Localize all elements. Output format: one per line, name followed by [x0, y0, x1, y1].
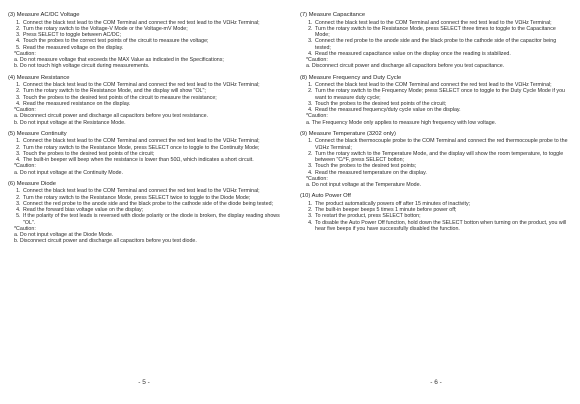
step-item: 2. Turn the rotary switch to the Frequency Mode; press SELECT once to toggle to the Duty Cycle Mode if you want to measure duty cycle; [314, 88, 572, 101]
section-title: (8) Measure Frequency and Duty Cycle [300, 74, 402, 81]
step-item: 3. Touch the probes to the desired test points of the circuit; [314, 101, 572, 107]
section-title: (3) Measure AC/DC Voltage [8, 12, 80, 18]
step-item: 4. Read the measured frequency/duty cycle value on the display. [314, 107, 572, 113]
step-item: 4. Touch the probes to the correct test points of the circuit to measure the voltage; [22, 38, 288, 44]
step-list [8, 82, 288, 107]
caution-list [300, 120, 572, 126]
caution-label: *Caution: [14, 50, 36, 57]
step-item: 4. Read the forward bias voltage value on the display; [22, 207, 288, 213]
section-title: (5) Measure Continuity [8, 130, 67, 137]
caution-item: b. Do not input voltage at the Resistance Mode. [14, 119, 126, 126]
section-title: (6) Measure Diode [8, 180, 57, 187]
step-list [300, 138, 572, 176]
step-list [8, 20, 288, 51]
step-list [8, 138, 288, 163]
step-item: 3. Touch the probes to the desired test points; [314, 163, 572, 169]
step-item: 4. The built-in beeper will beep when the resistance is lower than 50Ω, which indicates a short circuit. [22, 157, 288, 163]
section [8, 75, 288, 126]
step-list [300, 20, 572, 58]
caution-label: *Caution: [14, 225, 36, 232]
step-item: 1. Connect the black test lead to the COM Terminal and connect the red test lead to the VΩHz Terminal; [314, 20, 572, 26]
caution-item: a. Disconnect circuit power and discharge all capacitors before you test capacitance. [306, 63, 505, 70]
section [300, 193, 572, 232]
page-number-left: - 5 - [138, 379, 150, 386]
caution-item: b. Disconnect circuit power and discharge all capacitors before you test diode. [14, 238, 197, 245]
caution-list [8, 57, 288, 70]
right-page [300, 12, 572, 404]
step-item: 3. Press SELECT to toggle between AC/DC; [22, 32, 288, 38]
step-item: 1. Connect the black test lead to the COM Terminal and connect the red test lead to the VΩHz Terminal; [22, 188, 288, 194]
step-item: 2. Turn the rotary switch to the Voltage-V Mode or the Voltage-mV Mode; [22, 26, 288, 32]
step-item: 1. The product automatically powers off after 15 minutes of inactivity; [314, 201, 572, 207]
caution-item: a. Do not input voltage at the Temperature Mode. [306, 182, 422, 188]
section-title: (9) Measure Temperature (3202 only) [300, 130, 396, 137]
step-item: 5. Read the measured voltage on the display. [22, 45, 288, 51]
caution-item: a. Do not input voltage at the Continuity Mode. [14, 169, 123, 176]
section [8, 181, 288, 245]
step-item: 1. Connect the black test lead to the COM Terminal and connect the red test lead to the VΩHz Terminal; [22, 82, 288, 88]
left-page [8, 12, 288, 404]
step-item: 5. If the polarity of the test leads is reversed with diode polarity or the diode is broken, the display reading shows "OL". [22, 213, 288, 226]
step-item: 2. The built-in beeper beeps 5 times 1 minute before power off; [314, 207, 572, 213]
caution-list [8, 232, 288, 245]
caution-label: *Caution: [14, 107, 36, 113]
caution-item: a. Do not input voltage at the Diode Mode. [14, 232, 114, 238]
step-item: 3. Connect the red probe to the anode side and the black probe to the cathode side of the capacitor being tested; [314, 38, 572, 51]
caution-label: *Caution: [306, 175, 328, 182]
step-item: 2. Turn the rotary switch to the Temperature Mode, and the display will show the room temperature, to toggle between "C/°F, press SELECT botton; [314, 151, 572, 164]
step-item: 2. Turn the rotary switch to the Resistance Mode, press SELECT twice to toggle to the Diode Mode; [22, 195, 288, 201]
caution-label: *Caution: [14, 163, 36, 170]
section-title: (7) Measure Capacitance [300, 12, 366, 18]
caution-label: *Caution: [306, 113, 328, 120]
caution-list [8, 170, 288, 176]
caution-item: a. The Frequency Mode only applies to measure high frequency with low voltage. [306, 119, 497, 126]
step-list [300, 201, 572, 232]
step-item: 1. Connect the black test lead to the COM Terminal and connect the red test lead to the VΩHz Terminal; [22, 20, 288, 26]
step-item: 1. Connect the black test lead to the COM Terminal and connect the red test lead to the VΩHz Terminal; [22, 138, 288, 144]
step-list [8, 188, 288, 226]
step-item: 2. Turn the rotary switch to the Resistance Mode, press SELECT three times to toggle to the Capacitance Mode; [314, 26, 572, 39]
page-number-right: - 6 - [430, 379, 442, 386]
caution-list [300, 63, 572, 69]
section [8, 131, 288, 176]
caution-item: a. Disconnect circuit power and discharge all capacitors before you test resistance. [14, 113, 209, 120]
step-item: 3. Touch the probes to the desired test points of the circuit; [22, 151, 288, 157]
step-item: 4. Read the measured resistance on the display. [22, 101, 288, 107]
section [8, 12, 288, 70]
caution-item: b. Do not touch high voltage circuit during measurements. [14, 63, 150, 70]
step-item: 4. Read the measured capacitance value on the display once the reading is stabilized. [314, 51, 572, 57]
section [300, 75, 572, 126]
step-item: 1. Connect the black test lead to the COM Terminal and connect the red test lead to the VΩHz Terminal; [314, 82, 572, 88]
step-item: 3. Touch the probes to the desired test points of the circuit to measure the resistance; [22, 95, 288, 101]
caution-item: a. Do not measure voltage that exceeds the MAX Value as indicated in the Specifications; [14, 57, 224, 63]
step-item: 4. To disable the Auto Power Off function, hold down the SELECT botton when turning on the product, you will hear five beeps if you have successfully disabled the function. [314, 220, 572, 233]
caution-list [8, 113, 288, 126]
caution-label: *Caution: [306, 57, 328, 63]
step-item: 2. Turn the rotary switch to the Resistance Mode, press SELECT once to toggle to the Continuity Mode; [22, 145, 288, 151]
step-item: 4. Read the measured temperature on the display. [314, 170, 572, 176]
step-item: 3. Connect the red probe to the anode side and the black probe to the cathode side of the diode being tested; [22, 201, 288, 207]
section-title: (10) Auto Power Off [300, 193, 351, 200]
section-title: (4) Measure Resistance [8, 74, 70, 81]
caution-list [300, 182, 572, 188]
section [300, 131, 572, 189]
step-list [300, 82, 572, 113]
step-item: 2. Turn the rotary switch to the Resistance Mode, and the display will show "OL"; [22, 88, 288, 94]
step-item: 1. Connect the black thermocouple probe to the COM Terminal and connect the red thermocouple probe to the VΩHz Terminal; [314, 138, 572, 151]
step-item: 3. To restart the product, press SELECT botton; [314, 213, 572, 219]
section [300, 12, 572, 70]
